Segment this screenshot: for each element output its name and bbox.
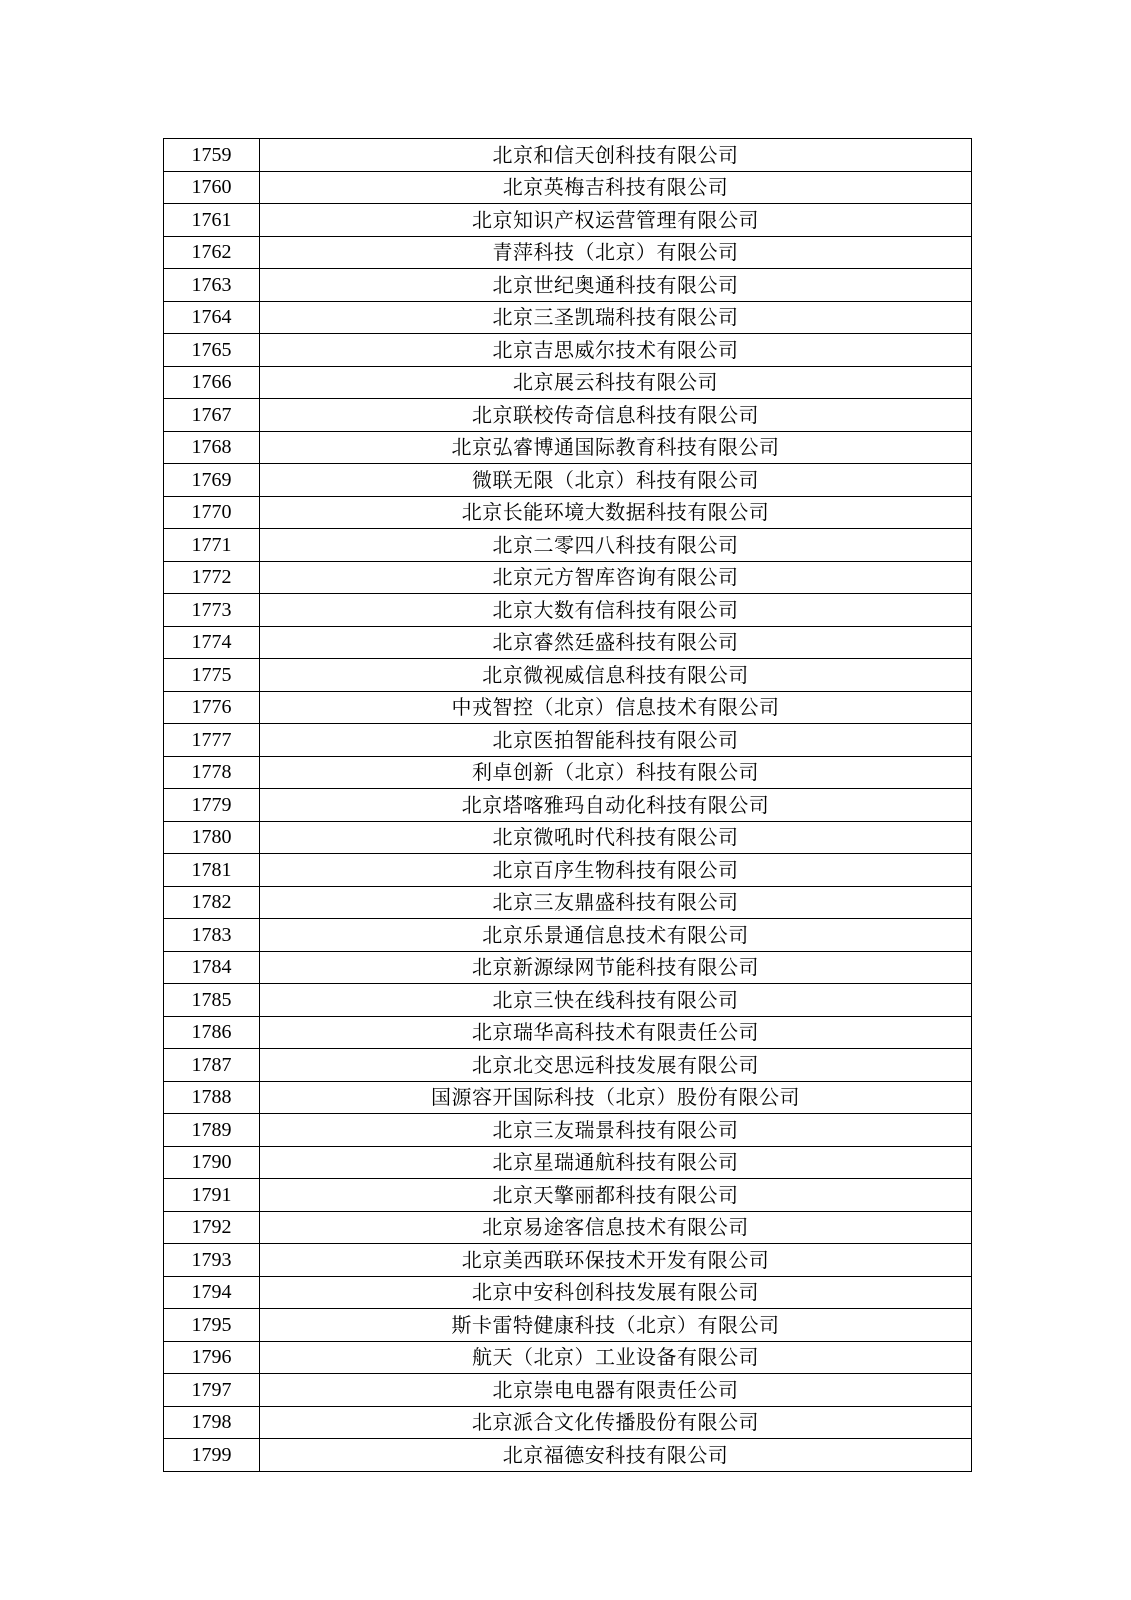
- company-name-cell: 北京福德安科技有限公司: [260, 1439, 972, 1472]
- company-name-cell: 北京星瑞通航科技有限公司: [260, 1146, 972, 1179]
- row-number-cell: 1782: [164, 886, 260, 919]
- row-number-cell: 1772: [164, 561, 260, 594]
- company-name-cell: 北京三快在线科技有限公司: [260, 984, 972, 1017]
- row-number-cell: 1783: [164, 919, 260, 952]
- table-row: [164, 204, 972, 237]
- company-name-cell: 北京北交思远科技发展有限公司: [260, 1049, 972, 1082]
- table-row: [164, 1016, 972, 1049]
- company-name-cell: 北京崇电电器有限责任公司: [260, 1374, 972, 1407]
- company-name-cell: 青萍科技（北京）有限公司: [260, 236, 972, 269]
- table-row: [164, 1276, 972, 1309]
- table-row: [164, 301, 972, 334]
- row-number-cell: 1786: [164, 1016, 260, 1049]
- table-row: [164, 756, 972, 789]
- row-number-cell: 1773: [164, 594, 260, 627]
- table-row: [164, 886, 972, 919]
- row-number-cell: 1775: [164, 659, 260, 692]
- table-row: [164, 691, 972, 724]
- table-row: [164, 1341, 972, 1374]
- row-number-cell: 1781: [164, 854, 260, 887]
- row-number-cell: 1760: [164, 171, 260, 204]
- row-number-cell: 1762: [164, 236, 260, 269]
- table-row: [164, 269, 972, 302]
- table-row: [164, 1179, 972, 1212]
- company-name-cell: 北京派合文化传播股份有限公司: [260, 1406, 972, 1439]
- table-row: [164, 561, 972, 594]
- company-name-cell: 北京三圣凯瑞科技有限公司: [260, 301, 972, 334]
- company-name-cell: 北京微视威信息科技有限公司: [260, 659, 972, 692]
- row-number-cell: 1765: [164, 334, 260, 367]
- row-number-cell: 1799: [164, 1439, 260, 1472]
- row-number-cell: 1774: [164, 626, 260, 659]
- table-row: [164, 1309, 972, 1342]
- table-row: [164, 659, 972, 692]
- row-number-cell: 1788: [164, 1081, 260, 1114]
- company-name-cell: 北京易途客信息技术有限公司: [260, 1211, 972, 1244]
- table-row: [164, 431, 972, 464]
- table-row: [164, 1146, 972, 1179]
- table-row: [164, 171, 972, 204]
- table-row: [164, 854, 972, 887]
- table-row: [164, 984, 972, 1017]
- table-row: [164, 919, 972, 952]
- row-number-cell: 1767: [164, 399, 260, 432]
- company-list-table: [163, 138, 972, 1472]
- table-row: [164, 236, 972, 269]
- table-row: [164, 594, 972, 627]
- row-number-cell: 1798: [164, 1406, 260, 1439]
- company-name-cell: 北京三友瑞景科技有限公司: [260, 1114, 972, 1147]
- company-name-cell: 北京医拍智能科技有限公司: [260, 724, 972, 757]
- table-row: [164, 464, 972, 497]
- row-number-cell: 1776: [164, 691, 260, 724]
- company-name-cell: 国源容开国际科技（北京）股份有限公司: [260, 1081, 972, 1114]
- company-name-cell: 北京瑞华高科技术有限责任公司: [260, 1016, 972, 1049]
- row-number-cell: 1787: [164, 1049, 260, 1082]
- company-name-cell: 北京睿然廷盛科技有限公司: [260, 626, 972, 659]
- company-name-cell: 北京美西联环保技术开发有限公司: [260, 1244, 972, 1277]
- row-number-cell: 1770: [164, 496, 260, 529]
- company-name-cell: 北京新源绿网节能科技有限公司: [260, 951, 972, 984]
- company-name-cell: 北京弘睿博通国际教育科技有限公司: [260, 431, 972, 464]
- table-row: [164, 789, 972, 822]
- row-number-cell: 1797: [164, 1374, 260, 1407]
- row-number-cell: 1791: [164, 1179, 260, 1212]
- company-name-cell: 北京知识产权运营管理有限公司: [260, 204, 972, 237]
- row-number-cell: 1785: [164, 984, 260, 1017]
- row-number-cell: 1780: [164, 821, 260, 854]
- company-name-cell: 北京乐景通信息技术有限公司: [260, 919, 972, 952]
- company-name-cell: 北京中安科创科技发展有限公司: [260, 1276, 972, 1309]
- table-row: [164, 399, 972, 432]
- table-row: [164, 139, 972, 172]
- table-row: [164, 1439, 972, 1472]
- table-row: [164, 1049, 972, 1082]
- company-name-cell: 北京大数有信科技有限公司: [260, 594, 972, 627]
- row-number-cell: 1769: [164, 464, 260, 497]
- table-row: [164, 1406, 972, 1439]
- company-name-cell: 北京塔喀雅玛自动化科技有限公司: [260, 789, 972, 822]
- row-number-cell: 1763: [164, 269, 260, 302]
- company-name-cell: 北京英梅吉科技有限公司: [260, 171, 972, 204]
- table-row: [164, 496, 972, 529]
- row-number-cell: 1795: [164, 1309, 260, 1342]
- table-row: [164, 1374, 972, 1407]
- table-row: [164, 366, 972, 399]
- table-row: [164, 1114, 972, 1147]
- table-row: [164, 1244, 972, 1277]
- company-name-cell: 北京百序生物科技有限公司: [260, 854, 972, 887]
- table-row: [164, 1211, 972, 1244]
- company-name-cell: 北京元方智库咨询有限公司: [260, 561, 972, 594]
- company-name-cell: 中戎智控（北京）信息技术有限公司: [260, 691, 972, 724]
- company-name-cell: 利卓创新（北京）科技有限公司: [260, 756, 972, 789]
- company-name-cell: 北京联校传奇信息科技有限公司: [260, 399, 972, 432]
- row-number-cell: 1778: [164, 756, 260, 789]
- row-number-cell: 1761: [164, 204, 260, 237]
- row-number-cell: 1793: [164, 1244, 260, 1277]
- company-name-cell: 北京吉思威尔技术有限公司: [260, 334, 972, 367]
- company-name-cell: 航天（北京）工业设备有限公司: [260, 1341, 972, 1374]
- row-number-cell: 1794: [164, 1276, 260, 1309]
- company-list-body: [164, 139, 972, 1472]
- row-number-cell: 1764: [164, 301, 260, 334]
- company-name-cell: 北京世纪奥通科技有限公司: [260, 269, 972, 302]
- table-row: [164, 724, 972, 757]
- row-number-cell: 1771: [164, 529, 260, 562]
- company-name-cell: 北京和信天创科技有限公司: [260, 139, 972, 172]
- table-row: [164, 334, 972, 367]
- row-number-cell: 1759: [164, 139, 260, 172]
- table-row: [164, 1081, 972, 1114]
- row-number-cell: 1796: [164, 1341, 260, 1374]
- company-name-cell: 微联无限（北京）科技有限公司: [260, 464, 972, 497]
- row-number-cell: 1789: [164, 1114, 260, 1147]
- table-row: [164, 529, 972, 562]
- company-name-cell: 北京微吼时代科技有限公司: [260, 821, 972, 854]
- table-row: [164, 626, 972, 659]
- company-name-cell: 北京三友鼎盛科技有限公司: [260, 886, 972, 919]
- company-name-cell: 北京二零四八科技有限公司: [260, 529, 972, 562]
- row-number-cell: 1790: [164, 1146, 260, 1179]
- row-number-cell: 1792: [164, 1211, 260, 1244]
- company-name-cell: 北京长能环境大数据科技有限公司: [260, 496, 972, 529]
- row-number-cell: 1784: [164, 951, 260, 984]
- company-name-cell: 北京展云科技有限公司: [260, 366, 972, 399]
- row-number-cell: 1766: [164, 366, 260, 399]
- company-name-cell: 北京天擎丽都科技有限公司: [260, 1179, 972, 1212]
- table-row: [164, 821, 972, 854]
- table-row: [164, 951, 972, 984]
- row-number-cell: 1768: [164, 431, 260, 464]
- row-number-cell: 1779: [164, 789, 260, 822]
- row-number-cell: 1777: [164, 724, 260, 757]
- company-name-cell: 斯卡雷特健康科技（北京）有限公司: [260, 1309, 972, 1342]
